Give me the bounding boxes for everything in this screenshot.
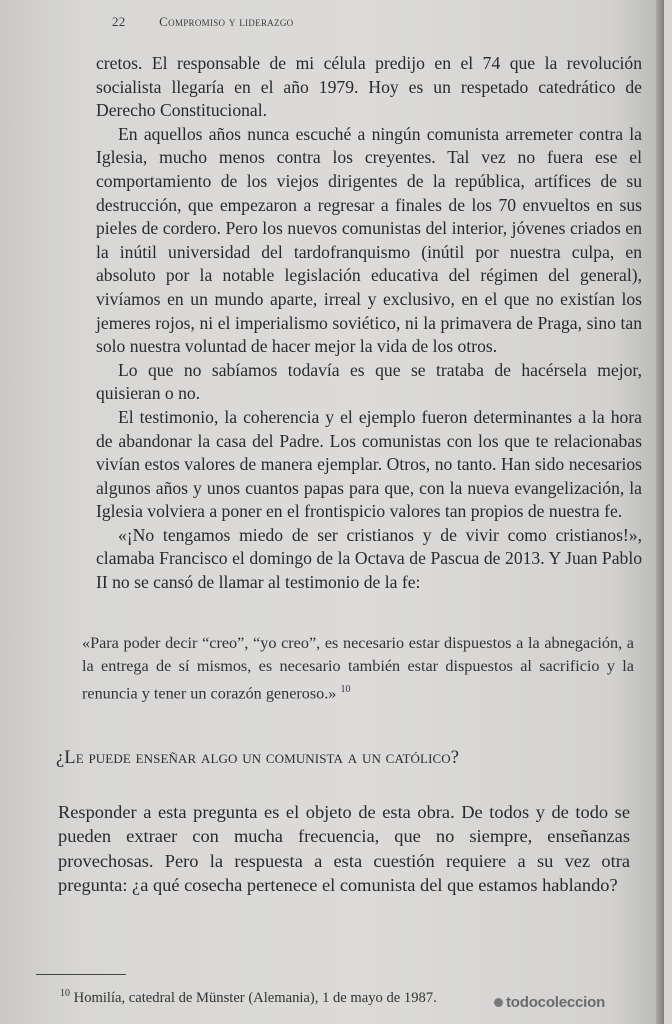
watermark: [494, 994, 605, 1011]
watermark-text: todocoleccion: [506, 994, 606, 1011]
paragraph-2: En aquellos años nunca escuché a ningún comunista arremeter contra la Iglesia, mucho menos contra los creyentes. Tal vez no fuera ese el comportamiento de los viejos dirigentes de la república, artífices de su destrucción, que empezaron a regresar a finales de los 70 envueltos en sus pieles de cordero. Pero los nuevos comunistas del interior, jóvenes criados en la inútil universidad del tardofranquismo (inútil por nuestra culpa, en absoluto por la notable legislación educativa del régimen del general), vivíamos en un mundo aparte, irreal y exclusivo, en el que no existían los jemeres rojos, ni el imperialismo soviético, ni la primavera de Praga, sino tan solo nuestra voluntad de hacer mejor la vida de los otros.: [96, 123, 642, 357]
body-text: [96, 52, 642, 595]
footnote-divider: [36, 974, 126, 975]
footnote-number: 10: [60, 988, 70, 999]
running-head-title: Compromiso y liderazgo: [159, 14, 294, 29]
section-heading: ¿Le puede enseñar algo un comunista a un católico?: [56, 748, 460, 768]
quote-text: «Para poder decir “creo”, “yo creo”, es necesario estar dispuestos a la abnegación, a la entrega de sí mismos, es necesario también estar dispuestos al sacrificio y la renuncia y tener un corazón generoso.»: [82, 634, 634, 703]
paragraph-4: El testimonio, la coherencia y el ejemplo fueron determinantes a la hora de abandonar la casa del Padre. Los comunistas con los que te relacionabas vivían estos valores de manera ejemplar. Otros, no tanto. Han sido necesarios algunos años y unos cuantos papas para que, con la nueva evangelización, la Iglesia volviera a poner en el frontispicio valores tan propios de nuestra fe.: [96, 406, 642, 522]
paragraph-3: Lo que no sabíamos todavía es que se trataba de hacérsela mejor, quisieran o no.: [96, 359, 642, 404]
paragraph-5: «¡No tengamos miedo de ser cristianos y de vivir como cristianos!», clamaba Francisco el domingo de la Octava de Pascua de 2013. Y Juan Pablo II no se cansó de llamar al testimonio de la fe:: [96, 524, 642, 593]
block-quote: [82, 632, 634, 706]
footnote: [60, 988, 530, 1007]
watermark-dot-icon: [494, 998, 503, 1007]
page-edge: [656, 0, 664, 1024]
footnote-reference: 10: [340, 684, 351, 696]
section-paragraph: Responder a esta pregunta es el objeto de esta obra. De todos y de todo se pueden extraer con mucha frecuencia, que no siempre, enseñanzas provechosas. Pero la respuesta a esta cuestión requiere a su vez otra pregunta: ¿a qué cosecha pertenece el comunista del que estamos hablando?: [58, 802, 630, 896]
page-number: 22: [112, 14, 126, 29]
paragraph-1: cretos. El responsable de mi célula predijo en el 74 que la revolución socialista llegaría en el año 1979. Hoy es un respetado catedrático de Derecho Constitucional.: [96, 53, 642, 121]
footnote-text: Homilía, catedral de Münster (Alemania), 1 de mayo de 1987.: [73, 989, 437, 1006]
running-head: [112, 14, 293, 30]
